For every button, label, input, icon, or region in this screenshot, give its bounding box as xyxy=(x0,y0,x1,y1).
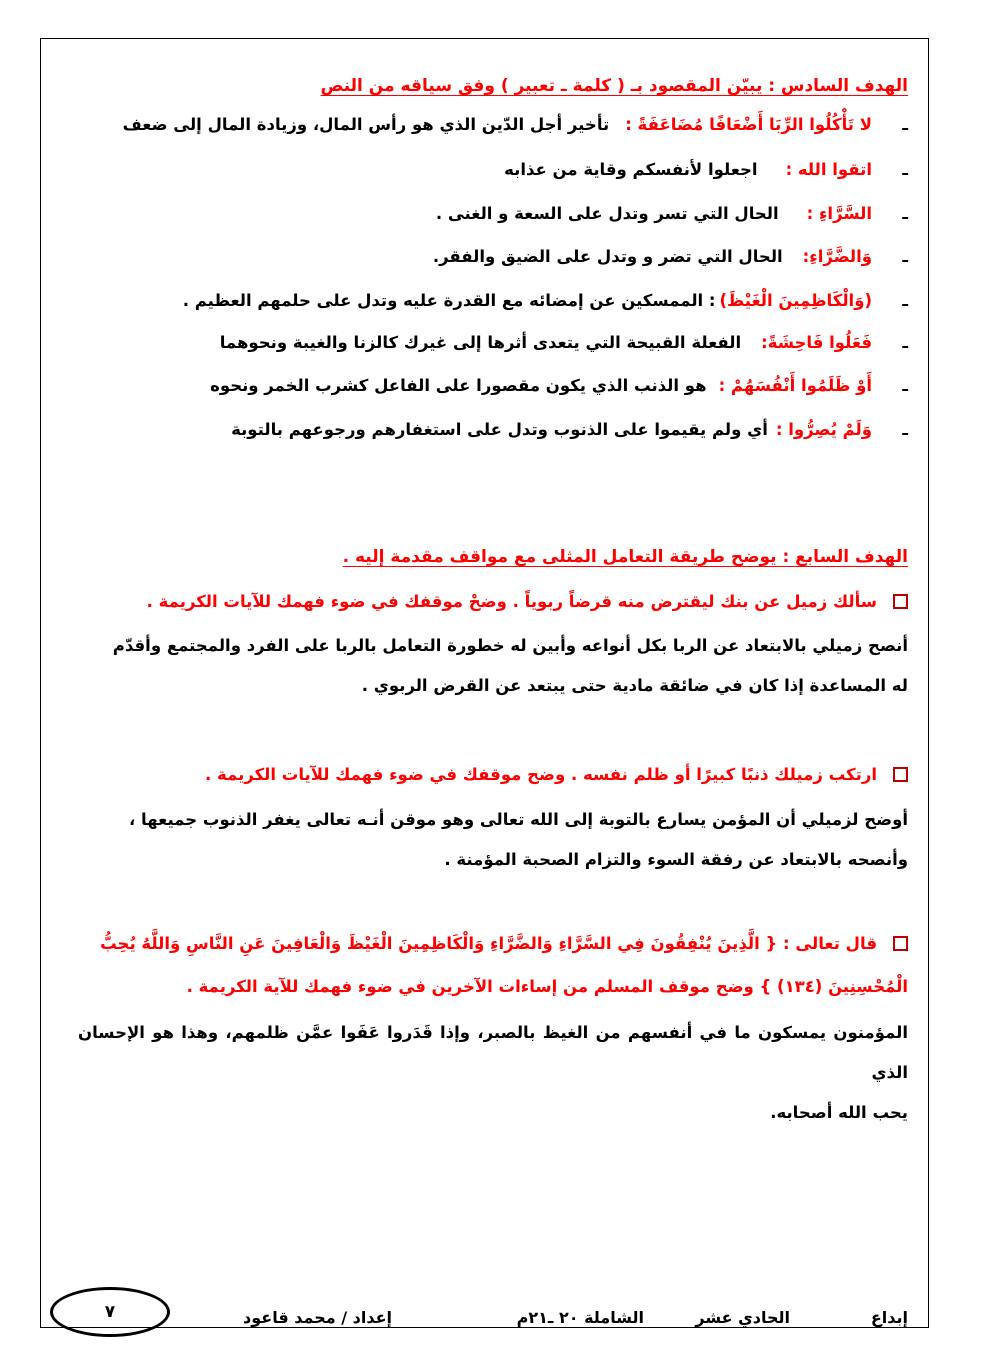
question-text: سألك زميل عن بنك ليقترض منه قرضاً ربوياً . وضحْ موقفك في ضوء فهمك للآيات الكريمة . xyxy=(146,592,877,611)
footer-author: إعداد / محمد قاعود xyxy=(243,1308,392,1327)
item-definition: الحال التي تسر وتدل على السعة و الغنى . xyxy=(435,204,779,223)
item-dash: ـ xyxy=(902,333,908,352)
checkbox-bullet-icon xyxy=(893,936,908,951)
item-definition: أي ولم يقيموا على الذنوب وتدل على استغفارهم ورجوعهم بالتوبة xyxy=(231,420,768,439)
item-definition: تأخير أجل الدّين الذي هو رأس المال، وزيادة المال إلى ضعف xyxy=(122,115,610,134)
list-item xyxy=(78,420,908,439)
question-3-continued xyxy=(88,977,908,996)
question-2 xyxy=(88,765,908,784)
answer-line: أوضح لزميلي أن المؤمن يسارع بالتوبة إلى الله تعالى وهو موقن أنـه تعالى يغفر الذنوب جميعها ، xyxy=(129,810,908,829)
footer-edition: الشاملة ٢٠ ـ٢١م xyxy=(516,1308,644,1327)
answer-line: يحب الله أصحابه. xyxy=(770,1103,908,1122)
item-dash: ـ xyxy=(902,204,908,223)
question-text: الْمُحْسِنِينَ (١٣٤) } وضح موقف المسلم من إساءات الآخرين في ضوء فهمك للآية الكريمة . xyxy=(186,977,908,996)
list-item xyxy=(78,204,908,223)
goal6-heading: الهدف السادس : يبيّن المقصود بـ ( كلمة ـ تعبير ) وفق سياقه من النص xyxy=(320,76,908,96)
checkbox-bullet-icon xyxy=(893,767,908,782)
item-dash: ـ xyxy=(902,160,908,179)
footer-grade: الحادي عشر xyxy=(695,1308,790,1327)
goal7-heading: الهدف السابع : يوضح طريقة التعامل المثلى مع مواقف مقدمة إليه . xyxy=(342,547,908,567)
item-term: اتقوا الله : xyxy=(785,160,872,179)
item-definition: اجعلوا لأنفسكم وقاية من عذابه xyxy=(504,160,758,179)
item-dash: ـ xyxy=(902,291,908,310)
item-dash: ـ xyxy=(902,376,908,395)
answer-2 xyxy=(78,800,908,880)
answer-line: له المساعدة إذا كان في ضائقة مادية حتى يبتعد عن القرض الربوي . xyxy=(361,676,908,695)
item-term: السَّرَّاءِ : xyxy=(806,204,872,223)
answer-line: أنصح زميلي بالابتعاد عن الربا بكل أنواعه وأبين له خطورة التعامل بالربا على الفرد والمجتمع وأقدّم xyxy=(112,636,908,655)
question-1 xyxy=(88,592,908,611)
item-dash: ـ xyxy=(902,420,908,439)
item-definition: الحال التي تضر و وتدل على الضيق والفقر. xyxy=(432,247,783,266)
item-dash: ـ xyxy=(902,115,908,134)
list-item xyxy=(78,115,908,134)
page-number: ٧ xyxy=(50,1287,170,1337)
item-term: أَوْ ظَلَمُوا أَنْفُسَهُمْ : xyxy=(718,376,872,395)
question-text: قال تعالى : { الَّذِينَ يُنْفِقُونَ فِي السَّرَّاءِ وَالضَّرَّاءِ وَالْكَاظِمِينَ الْغَيْظَ وَالْعَافِينَ عَنِ النَّاسِ وَاللَّهُ يُحِبُّ xyxy=(100,934,877,953)
list-item xyxy=(78,291,908,310)
question-3 xyxy=(88,934,908,953)
item-definition: : الممسكين عن إمضائه مع القدرة عليه وتدل على حلمهم العظيم . xyxy=(182,291,716,310)
item-term: لا تَأْكُلُوا الرِّبَا أَضْعَافًا مُضَاعَفَةً : xyxy=(625,115,872,134)
list-item xyxy=(78,247,908,266)
item-definition: هو الذنب الذي يكون مقصورا على الفاعل كشرب الخمر ونحوه xyxy=(210,376,707,395)
item-definition: الفعلة القبيحة التي يتعدى أثرها إلى غيرك كالزنا والغيبة ونحوهما xyxy=(219,333,742,352)
item-term: (وَالْكَاظِمِينَ الْغَيْظَ) xyxy=(719,291,872,310)
question-text: ارتكب زميلك ذنبًا كبيرًا أو ظلم نفسه . وضح موقفك في ضوء فهمك للآيات الكريمة . xyxy=(205,765,877,784)
item-term: فَعَلُوا فَاحِشَةً: xyxy=(761,333,872,352)
answer-line: المؤمنون يمسكون ما في أنفسهم من الغيظ بالصبر، وإذا قَدَروا عَفَوا عمَّن ظلمهم، وهذا هو الإحسان الذي xyxy=(78,1023,908,1082)
list-item xyxy=(78,333,908,352)
item-dash: ـ xyxy=(902,247,908,266)
list-item xyxy=(78,160,908,179)
footer-ibdaa: إبداع xyxy=(870,1308,908,1327)
answer-1 xyxy=(78,626,908,706)
list-item xyxy=(78,376,908,395)
answer-3 xyxy=(78,1013,908,1133)
item-term: وَلَمْ يُصِرُّوا : xyxy=(775,420,872,439)
checkbox-bullet-icon xyxy=(893,594,908,609)
answer-line: وأنصحه بالابتعاد عن رفقة السوء والتزام الصحبة المؤمنة . xyxy=(444,850,908,869)
item-term: وَالضَّرَّاءِ: xyxy=(802,247,872,266)
